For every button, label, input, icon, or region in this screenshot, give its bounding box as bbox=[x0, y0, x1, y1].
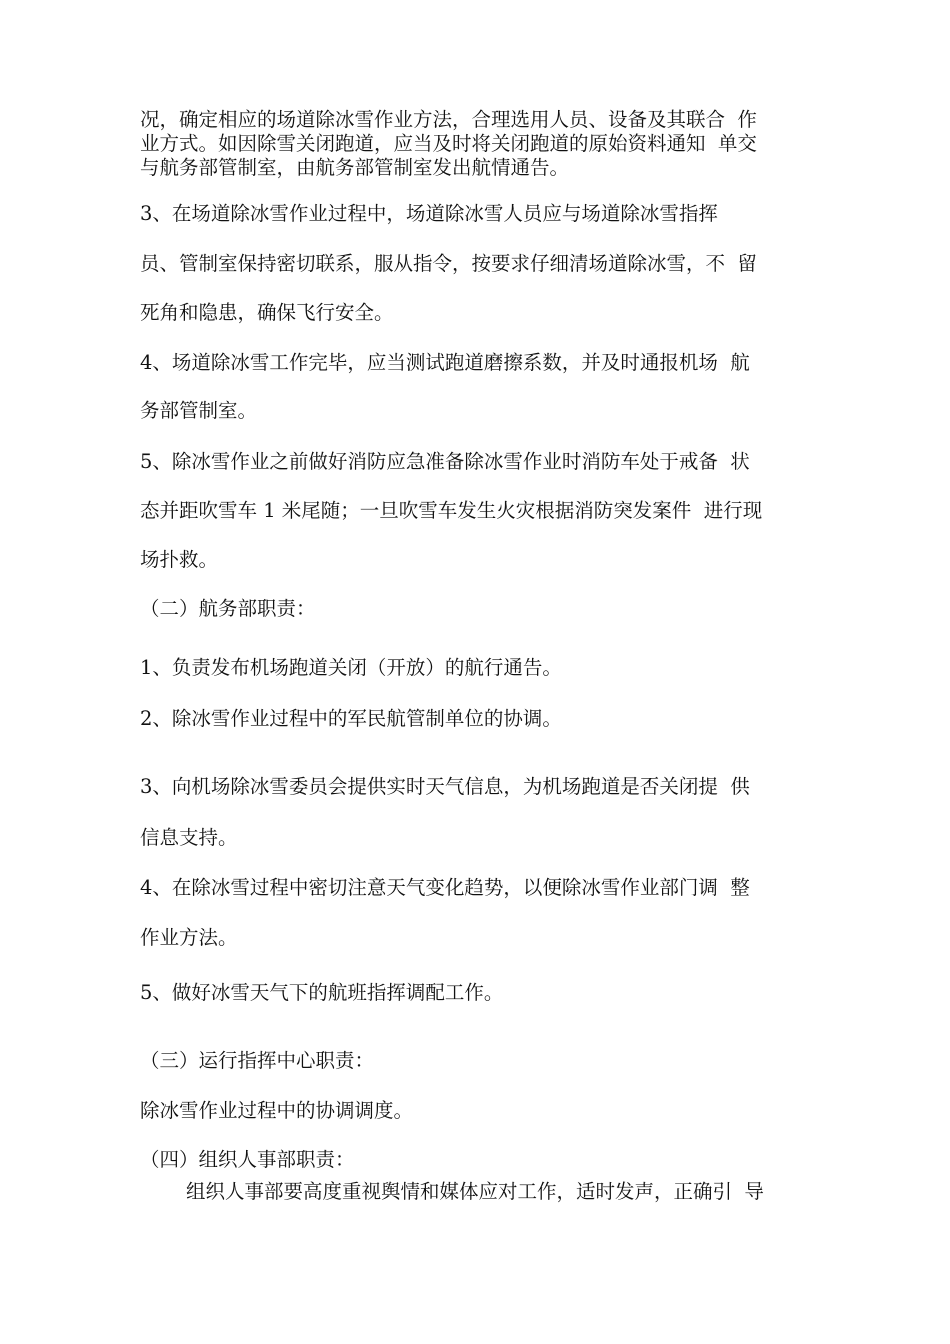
paragraph-line: 场扑救。 bbox=[140, 548, 219, 571]
paragraph-line: 5、做好冰雪天气下的航班指挥调配工作。 bbox=[140, 981, 504, 1004]
paragraph-line: 4、场道除冰雪工作完毕，应当测试跑道磨擦系数，并及时通报机场 航 bbox=[140, 351, 750, 374]
paragraph-line: 3、向机场除冰雪委员会提供实时天气信息，为机场跑道是否关闭提 供 bbox=[140, 775, 750, 798]
paragraph-line: 员、管制室保持密切联系，服从指令，按要求仔细清场道除冰雪，不 留 bbox=[140, 252, 757, 275]
section-heading: （四）组织人事部职责： bbox=[140, 1148, 355, 1171]
paragraph-line: 与航务部管制室，由航务部管制室发出航情通告。 bbox=[140, 156, 570, 179]
paragraph-line: 除冰雪作业过程中的协调调度。 bbox=[140, 1099, 414, 1122]
paragraph-line: 态并距吹雪车 1 米尾随；一旦吹雪车发生火灾根据消防突发案件 进行现 bbox=[140, 499, 763, 522]
paragraph-line: 3、在场道除冰雪作业过程中，场道除冰雪人员应与场道除冰雪指挥 bbox=[140, 202, 718, 225]
paragraph-line: 2、除冰雪作业过程中的军民航管制单位的协调。 bbox=[140, 707, 562, 730]
paragraph-line: 况，确定相应的场道除冰雪作业方法，合理选用人员、设备及其联合 作 bbox=[140, 108, 757, 131]
paragraph-line: 5、除冰雪作业之前做好消防应急准备除冰雪作业时消防车处于戒备 状 bbox=[140, 450, 750, 473]
paragraph-line: 信息支持。 bbox=[140, 826, 238, 849]
paragraph-line: 死角和隐患，确保飞行安全。 bbox=[140, 301, 394, 324]
paragraph-line: 业方式。如因除雪关闭跑道，应当及时将关闭跑道的原始资料通知 单交 bbox=[140, 132, 757, 155]
paragraph-line: 4、在除冰雪过程中密切注意天气变化趋势，以便除冰雪作业部门调 整 bbox=[140, 876, 750, 899]
paragraph-line: 作业方法。 bbox=[140, 926, 238, 949]
paragraph-line: 1、负责发布机场跑道关闭（开放）的航行通告。 bbox=[140, 656, 562, 679]
paragraph-line: 组织人事部要高度重视舆情和媒体应对工作，适时发声，正确引 导 bbox=[186, 1180, 764, 1203]
paragraph-line: 务部管制室。 bbox=[140, 399, 258, 422]
section-heading: （三）运行指挥中心职责： bbox=[140, 1049, 375, 1072]
section-heading: （二）航务部职责： bbox=[140, 597, 316, 620]
